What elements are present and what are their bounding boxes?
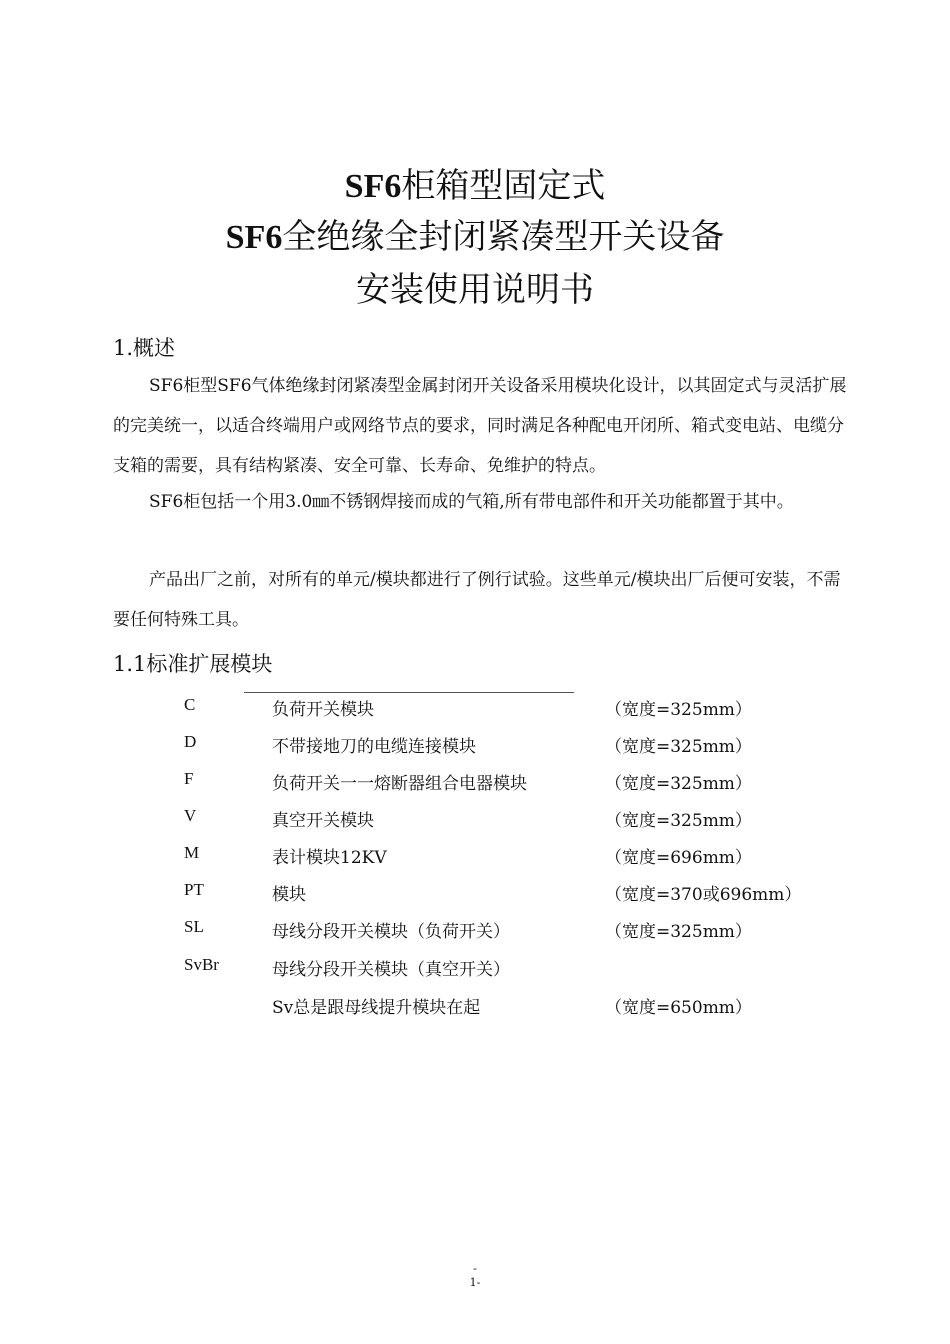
module-description: 不带接地刀的电缆连接模块 (272, 737, 476, 757)
module-width: （宽度=325mm） (605, 700, 752, 720)
section-1-heading: 1.概述 (113, 336, 176, 360)
title-line-2-rest: 全绝缘全封闭紧凑型开关设备 (282, 217, 725, 257)
module-code: M (184, 843, 200, 862)
module-width: （宽度=650mm） (605, 998, 752, 1018)
title-line-2 (0, 209, 950, 258)
module-description: 真空开关模块 (272, 811, 374, 831)
module-width: （宽度=325mm） (605, 811, 752, 831)
module-row (0, 917, 950, 947)
title-line-3: 安装使用说明书 (356, 270, 594, 310)
module-width: （宽度=325mm） (605, 737, 752, 757)
title-line-1-rest: 柜箱型固定式 (401, 166, 606, 206)
module-description: 表计模块12KV (272, 848, 387, 868)
module-description: 负荷开关模块 (272, 700, 374, 720)
module-description: 母线分段开关模块（真空开关） (272, 960, 510, 980)
module-row (0, 955, 950, 985)
module-description: Sv总是跟母线提升模块在起 (272, 998, 481, 1018)
module-row (0, 806, 950, 836)
section-1-paragraph-3: 产品出厂之前，对所有的单元/模块都进行了例行试验。这些单元/模块出厂后便可安装，不需要任何特殊工具。 (113, 570, 841, 630)
module-description: 负荷开关一一熔断器组合电器模块 (272, 774, 527, 794)
module-width: （宽度=325mm） (605, 774, 752, 794)
module-row (0, 695, 950, 725)
section-1-1-heading: 1.1标准扩展模块 (113, 652, 273, 676)
module-code: D (184, 732, 197, 751)
module-width: （宽度=325mm） (605, 922, 752, 942)
section-1-paragraph-2: SF6柜包括一个用3.0㎜不锈钢焊接而成的气箱,所有带电部件和开关功能都置于其中。 (149, 492, 794, 512)
title-line-1-bold: SF6 (344, 168, 402, 205)
module-code: PT (184, 880, 204, 899)
table-divider (244, 692, 574, 693)
page-number: 1- (469, 1276, 481, 1289)
section-1-paragraph-1: SF6柜型SF6气体绝缘封闭紧凑型金属封闭开关设备采用模块化设计，以其固定式与灵活扩展的完美统一，以适合终端用户或网络节点的要求，同时满足各种配电开闭所、箱式变电站、电缆分支箱的需要，具有结构紧凑、安全可靠、长寿命、免维护的特点。 (113, 376, 847, 476)
module-row (0, 993, 950, 1023)
module-width: （宽度=696mm） (605, 848, 752, 868)
title-line-1 (0, 158, 950, 207)
module-code: C (184, 695, 196, 714)
module-row (0, 732, 950, 762)
module-code: V (184, 806, 197, 825)
module-row (0, 843, 950, 873)
footer-dash: - (473, 1262, 477, 1275)
module-code: SL (184, 917, 204, 936)
module-code: F (184, 769, 194, 788)
module-row (0, 880, 950, 910)
module-description: 母线分段开关模块（负荷开关） (272, 922, 510, 942)
module-code: SvBr (184, 955, 219, 974)
module-row (0, 769, 950, 799)
module-width: （宽度=370或696mm） (605, 885, 802, 905)
module-description: 模块 (272, 885, 306, 905)
title-line-2-bold: SF6 (225, 219, 283, 256)
